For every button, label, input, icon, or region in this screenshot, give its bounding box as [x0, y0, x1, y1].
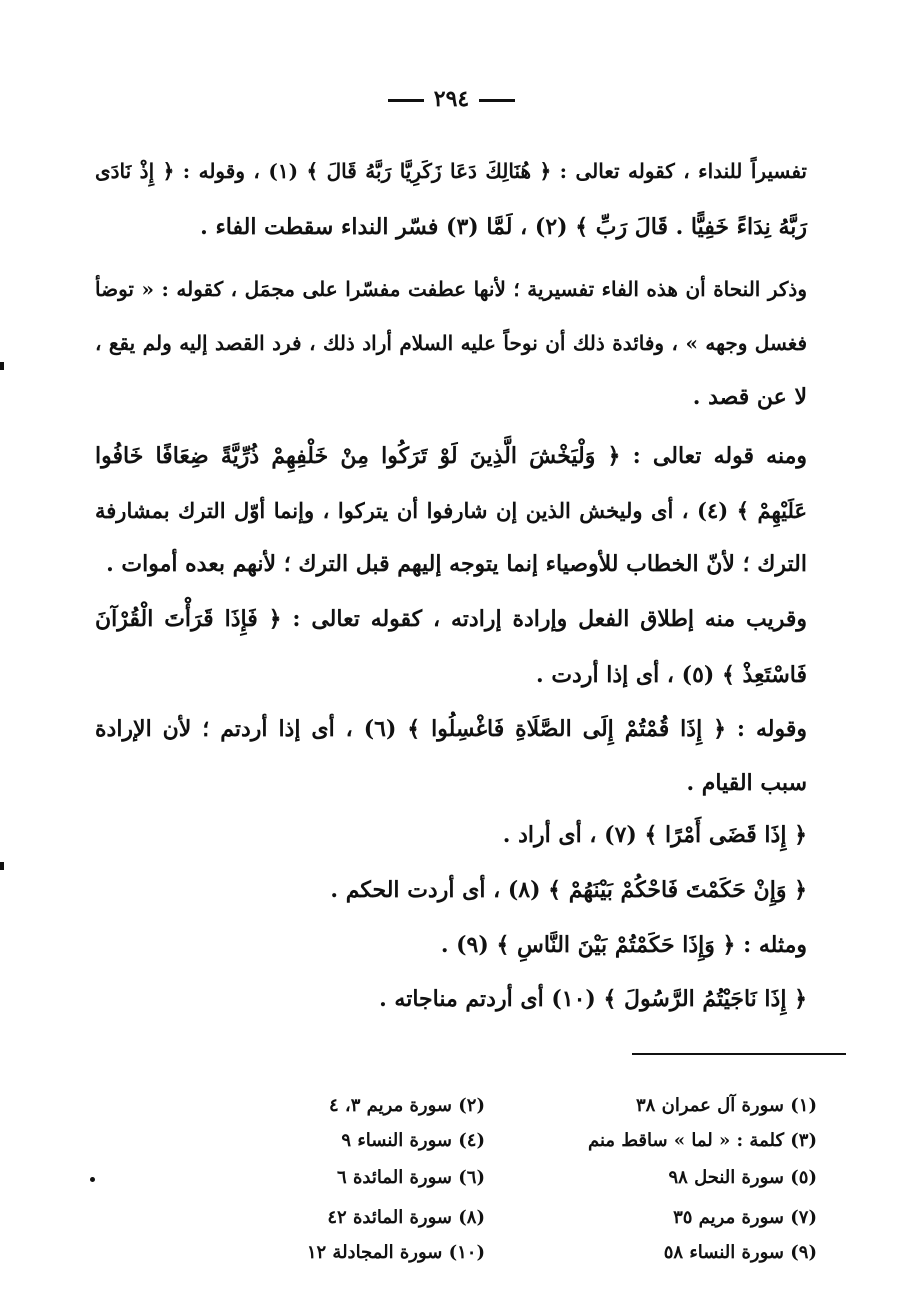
- body-line-16: ﴿ إِذَا نَاجَيْتُمُ الرَّسُولَ ﴾ (١٠) أى أردتم مناجاته .: [379, 986, 807, 1012]
- body-line-4: فغسل وجهه » ، وفائدة ذلك أن نوحاً عليه السلام أراد ذلك ، فرد القصد إليه ولم يقع ،: [95, 331, 807, 355]
- footnote-10: (١٠) سورة المجادلة ١٢: [306, 1242, 485, 1263]
- body-line-15: ومثله : ﴿ وَإِذَا حَكَمْتُمْ بَيْنَ النَّاسِ ﴾ (٩) .: [440, 932, 807, 958]
- footnote-separator: [632, 1053, 846, 1055]
- body-line-1: تفسيراً للنداء ، كقوله تعالى : ﴿ هُنَالِكَ دَعَا زَكَرِيَّا رَبَّهُ قَالَ ﴾ (١) ، وقوله : ﴿ إِذْ نَادَى: [95, 159, 807, 183]
- footnote-5: (٥) سورة النحل ٩٨: [668, 1167, 817, 1188]
- scan-mark: [90, 1177, 95, 1182]
- body-line-12: سبب القيام .: [686, 770, 807, 796]
- body-line-7: عَلَيْهِمْ ﴾ (٤) ، أى وليخش الذين إن شارفوا أن يتركوا ، وإنما أوّل الترك بمشارفة: [95, 498, 807, 523]
- body-line-5: لا عن قصد .: [692, 384, 807, 410]
- page-number-text: ٢٩٤: [433, 86, 470, 112]
- footnote-6: (٦) سورة المائدة ٦: [337, 1167, 485, 1188]
- footnote-1: (١) سورة آل عمران ٣٨: [635, 1095, 817, 1116]
- page-number: [0, 86, 903, 112]
- footnote-2: (٢) سورة مريم ٣، ٤: [328, 1095, 485, 1116]
- page-number-dash-right: [479, 99, 515, 102]
- body-line-13: ﴿ إِذَا قَضَى أَمْرًا ﴾ (٧) ، أى أراد .: [502, 822, 807, 848]
- footnote-3: (٣) كلمة : « لما » ساقط منم: [588, 1130, 817, 1151]
- footnote-8: (٨) سورة المائدة ٤٢: [327, 1207, 485, 1228]
- scan-mark: [0, 362, 4, 370]
- body-line-3: وذكر النحاة أن هذه الفاء تفسيرية ؛ لأنها عطفت مفسّرا على مجمَل ، كقوله : « توضأ: [95, 277, 807, 301]
- footnote-7: (٧) سورة مريم ٣٥: [673, 1207, 817, 1228]
- scan-mark: [0, 862, 4, 870]
- body-line-6: ومنه قوله تعالى : ﴿ وَلْيَخْشَ الَّذِينَ لَوْ تَرَكُوا مِنْ خَلْفِهِمْ ذُرِّيَّةً ضِعَافًا خَافُوا: [95, 443, 807, 469]
- page-number-dash-left: [388, 99, 424, 102]
- footnote-9: (٩) سورة النساء ٥٨: [663, 1242, 817, 1263]
- body-line-14: ﴿ وَإِنْ حَكَمْتَ فَاحْكُمْ بَيْنَهُمْ ﴾ (٨) ، أى أردت الحكم .: [330, 877, 807, 903]
- body-line-8: الترك ؛ لأنّ الخطاب للأوصياء إنما يتوجه إليهم قبل الترك ؛ لأنهم بعده أموات .: [106, 551, 807, 577]
- footnote-4: (٤) سورة النساء ٩: [341, 1130, 485, 1151]
- body-line-2: رَبَّهُ نِدَاءً خَفِيًّا . قَالَ رَبِّ ﴾ (٢) ، لَمَّا (٣) فسّر النداء سقطت الفاء .: [200, 214, 807, 240]
- body-line-11: وقوله : ﴿ إِذَا قُمْتُمْ إِلَى الصَّلَاةِ فَاغْسِلُوا ﴾ (٦) ، أى إذا أردتم ؛ لأن الإرادة: [95, 716, 807, 742]
- body-line-9: وقريب منه إطلاق الفعل وإرادة إرادته ، كقوله تعالى : ﴿ فَإِذَا قَرَأْتَ الْقُرْآنَ: [95, 606, 807, 632]
- body-line-10: فَاسْتَعِذْ ﴾ (٥) ، أى إذا أردت .: [536, 662, 807, 688]
